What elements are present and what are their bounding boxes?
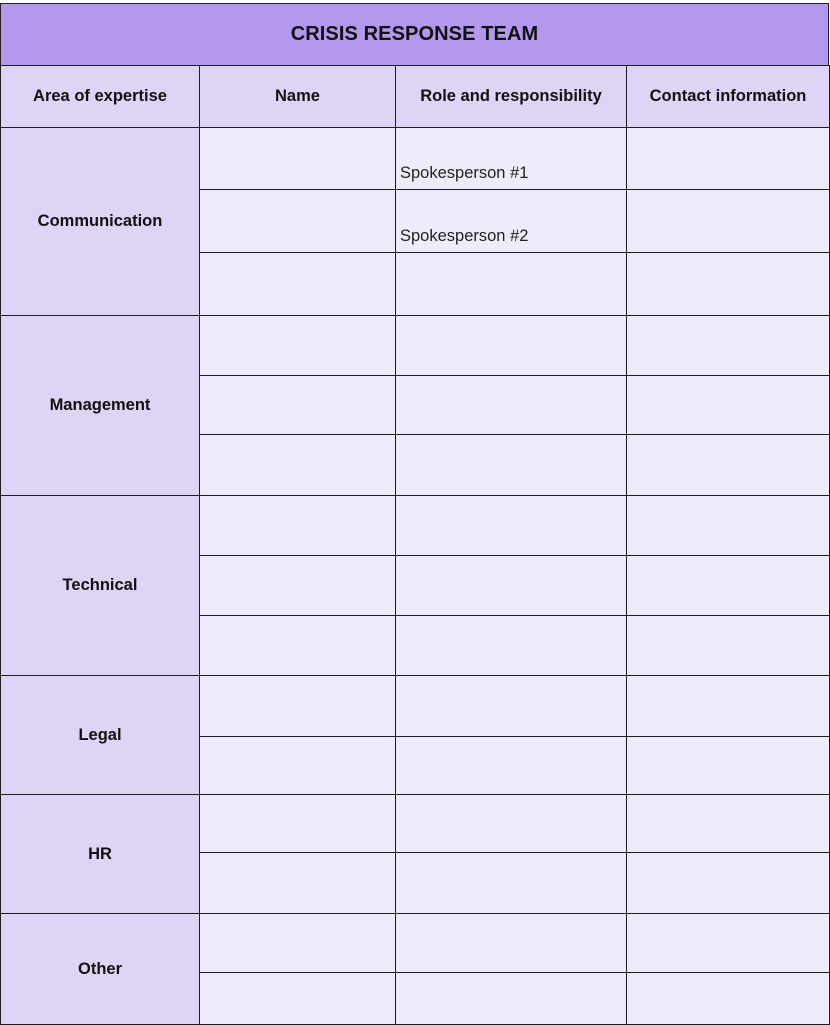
- name-value: [200, 996, 395, 1002]
- area-hr: HR: [1, 795, 200, 914]
- contact-value: [627, 703, 829, 709]
- name-value: [200, 763, 395, 769]
- name-value: [200, 402, 395, 408]
- name-cell[interactable]: [200, 316, 396, 376]
- column-header-role: Role and responsibility: [396, 66, 627, 128]
- name-cell[interactable]: [200, 616, 396, 676]
- name-value: [200, 583, 395, 589]
- name-cell[interactable]: [200, 376, 396, 435]
- contact-cell[interactable]: [627, 190, 830, 253]
- name-value: [200, 703, 395, 709]
- area-management: Management: [1, 316, 200, 496]
- name-value: [200, 880, 395, 886]
- crisis-team-table: [0, 65, 830, 1025]
- contact-value: [627, 643, 829, 649]
- name-value: [200, 940, 395, 946]
- name-cell[interactable]: [200, 253, 396, 316]
- contact-cell[interactable]: [627, 853, 830, 914]
- name-cell[interactable]: [200, 973, 396, 1025]
- role-value: [396, 669, 626, 675]
- role-value: [396, 966, 626, 972]
- crisis-response-team-sheet: [0, 3, 829, 1024]
- contact-cell[interactable]: [627, 556, 830, 616]
- role-value: [396, 609, 626, 615]
- role-value: [396, 369, 626, 375]
- contact-value: [627, 940, 829, 946]
- role-value: [396, 309, 626, 315]
- name-value: [200, 218, 395, 224]
- role-value: Spokesperson #1: [400, 164, 529, 182]
- name-cell[interactable]: [200, 914, 396, 973]
- column-header-name: Name: [200, 66, 396, 128]
- name-cell[interactable]: [200, 190, 396, 253]
- role-cell[interactable]: [396, 128, 627, 190]
- name-value: [200, 523, 395, 529]
- role-value: [396, 730, 626, 736]
- table-row: [1, 316, 830, 376]
- area-legal: Legal: [1, 676, 200, 795]
- contact-value: [627, 462, 829, 468]
- contact-cell[interactable]: [627, 616, 830, 676]
- contact-value: [627, 281, 829, 287]
- role-value: [396, 1018, 626, 1024]
- name-cell[interactable]: [200, 737, 396, 795]
- role-cell[interactable]: [396, 676, 627, 737]
- area-other: Other: [1, 914, 200, 1025]
- name-cell[interactable]: [200, 853, 396, 914]
- contact-cell[interactable]: [627, 253, 830, 316]
- role-cell[interactable]: [396, 435, 627, 496]
- area-communication: Communication: [1, 128, 200, 316]
- role-cell[interactable]: [396, 316, 627, 376]
- role-cell[interactable]: [396, 737, 627, 795]
- role-cell[interactable]: [396, 914, 627, 973]
- contact-cell[interactable]: [627, 676, 830, 737]
- name-value: [200, 643, 395, 649]
- contact-cell[interactable]: [627, 914, 830, 973]
- contact-value: [627, 156, 829, 162]
- role-cell[interactable]: [396, 616, 627, 676]
- name-cell[interactable]: [200, 128, 396, 190]
- name-cell[interactable]: [200, 496, 396, 556]
- area-technical: Technical: [1, 496, 200, 676]
- contact-cell[interactable]: [627, 316, 830, 376]
- contact-value: [627, 218, 829, 224]
- role-value: [396, 788, 626, 794]
- role-cell[interactable]: [396, 795, 627, 853]
- name-value: [200, 462, 395, 468]
- role-value: [396, 907, 626, 913]
- table-row: [1, 128, 830, 190]
- role-cell[interactable]: [396, 973, 627, 1025]
- name-cell[interactable]: [200, 435, 396, 496]
- contact-value: [627, 880, 829, 886]
- role-cell[interactable]: [396, 853, 627, 914]
- contact-cell[interactable]: [627, 376, 830, 435]
- role-cell[interactable]: [396, 556, 627, 616]
- name-value: [200, 821, 395, 827]
- role-cell[interactable]: [396, 496, 627, 556]
- contact-value: [627, 821, 829, 827]
- name-value: [200, 156, 395, 162]
- contact-cell[interactable]: [627, 435, 830, 496]
- name-cell[interactable]: [200, 795, 396, 853]
- column-header-area: Area of expertise: [1, 66, 200, 128]
- contact-cell[interactable]: [627, 973, 830, 1025]
- contact-cell[interactable]: [627, 496, 830, 556]
- role-cell[interactable]: [396, 376, 627, 435]
- name-value: [200, 281, 395, 287]
- table-row: [1, 676, 830, 737]
- contact-value: [627, 996, 829, 1002]
- contact-value: [627, 763, 829, 769]
- role-value: Spokesperson #2: [400, 227, 529, 245]
- contact-value: [627, 343, 829, 349]
- role-value: [396, 549, 626, 555]
- contact-cell[interactable]: [627, 128, 830, 190]
- column-header-contact: Contact information: [627, 66, 830, 128]
- role-cell[interactable]: [396, 253, 627, 316]
- contact-value: [627, 583, 829, 589]
- role-cell[interactable]: [396, 190, 627, 253]
- contact-value: [627, 402, 829, 408]
- table-row: [1, 496, 830, 556]
- table-title: CRISIS RESPONSE TEAM: [0, 3, 829, 66]
- table-row: [1, 914, 830, 973]
- name-cell[interactable]: [200, 556, 396, 616]
- role-value: [396, 489, 626, 495]
- contact-cell[interactable]: [627, 795, 830, 853]
- name-cell[interactable]: [200, 676, 396, 737]
- role-value: [396, 846, 626, 852]
- header-row: [1, 66, 830, 128]
- contact-value: [627, 523, 829, 529]
- name-value: [200, 343, 395, 349]
- table-row: [1, 795, 830, 853]
- role-value: [396, 428, 626, 434]
- contact-cell[interactable]: [627, 737, 830, 795]
